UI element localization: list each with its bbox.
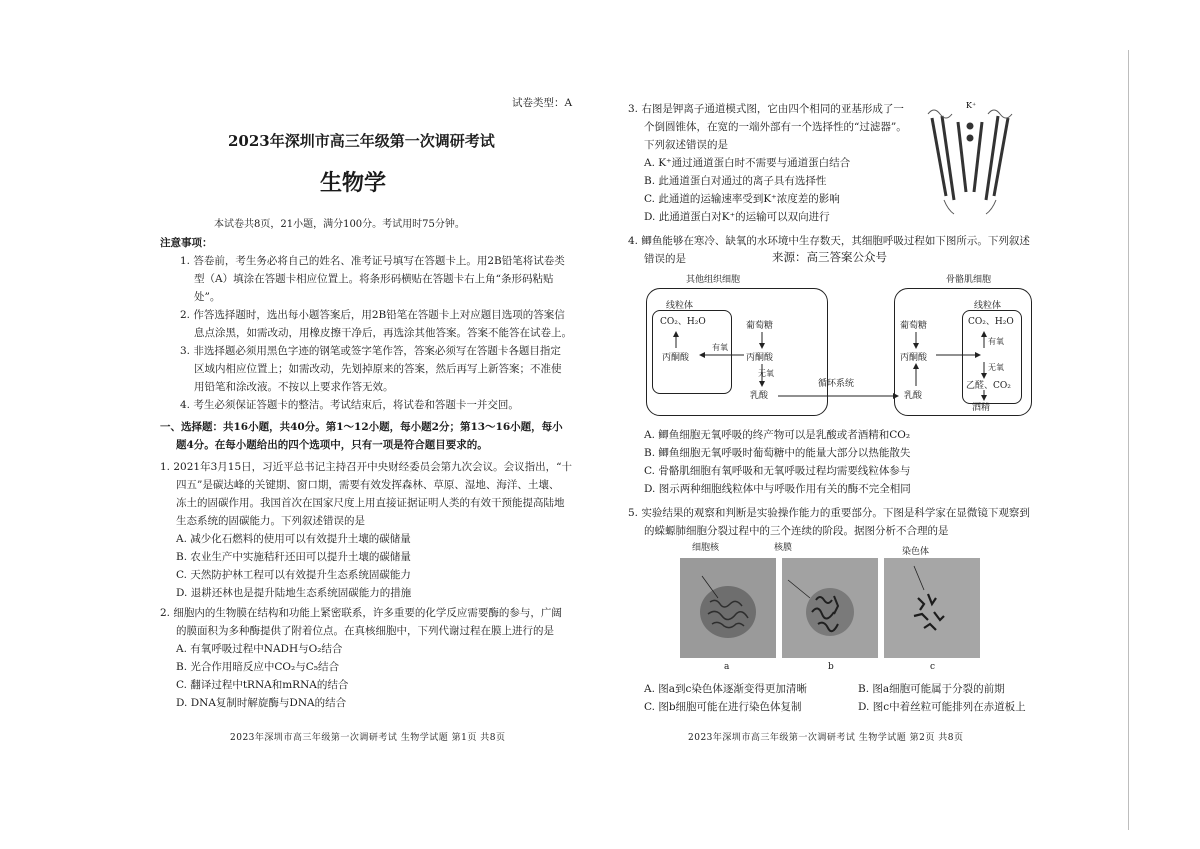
micrograph-b xyxy=(782,558,878,658)
page-right xyxy=(600,0,1200,849)
q4-option-d: D. 图示两种细胞线粒体中与呼吸作用有关的酶不完全相同 xyxy=(644,483,911,495)
micrograph-a xyxy=(680,558,776,658)
q3-stem: 个倒圆锥体，在宽的一端外部有一个选择性的“过滤器”。 xyxy=(644,121,907,133)
q5-option-d: D. 图c中着丝粒可能排列在赤道板上 xyxy=(858,701,1026,713)
k-ion-label: K⁺ xyxy=(966,101,977,110)
notice-line: 1. 答卷前，考生务必将自己的姓名、准考证号填写在答题卡上。用2B铅笔将试卷类 xyxy=(180,255,565,267)
panel-label-a: a xyxy=(724,662,730,672)
q3-option-c: C. 此通道的运输速率受到K⁺浓度差的影响 xyxy=(644,193,840,205)
q1-option-d: D. 退耕还林也是提升陆地生态系统固碳能力的措施 xyxy=(176,587,412,599)
panel-label-c: c xyxy=(930,662,936,672)
q3-stem: 3. 右图是钾离子通道模式图，它由四个相同的亚基形成了一 xyxy=(628,103,904,115)
q5-stem: 5. 实验结果的观察和判断是实验操作能力的重要部分。下图是科学家在显微镜下观察到 xyxy=(628,507,1030,519)
q4-option-a: A. 鲫鱼细胞无氧呼吸的终产物可以是乳酸或者酒精和CO₂ xyxy=(644,429,911,441)
q4-option-c: C. 骨骼肌细胞有氧呼吸和无氧呼吸过程均需要线粒体参与 xyxy=(644,465,911,477)
micrograph-c xyxy=(884,558,980,658)
q1-option-c: C. 天然防护林工程可以有效提升生态系统固碳能力 xyxy=(176,569,411,581)
notice-line: 型（A）填涂在答题卡相应位置上。将条形码横贴在答题卡右上角“条形码粘贴 xyxy=(194,273,554,285)
other-cell-title: 其他组织细胞 xyxy=(686,275,741,285)
anaerobic-left: 无氧 xyxy=(758,369,774,378)
notice-line: 息点涂黑，如需改动，用橡皮擦干净后，再选涂其他答案。答案不能答在试卷上。 xyxy=(194,327,572,339)
notice-title: 注意事项： xyxy=(160,237,213,249)
page-footer: 2023年深圳市高三年级第一次调研考试 生物学试题 第1页 共8页 xyxy=(230,733,506,743)
mito-label-right: 线粒体 xyxy=(974,301,1002,311)
page-footer: 2023年深圳市高三年级第一次调研考试 生物学试题 第2页 共8页 xyxy=(688,733,964,743)
q5-option-b: B. 图a细胞可能属于分裂的前期 xyxy=(858,683,1005,695)
notice-line: 区域内相应位置上；如需改动，先划掉原来的答案，然后再写上新答案；不准使 xyxy=(194,363,562,375)
nuclear-envelope-label: 核膜 xyxy=(774,543,793,553)
ethanol: 酒精 xyxy=(972,403,991,413)
scan-edge-line xyxy=(1128,50,1129,830)
notice-line: 处”。 xyxy=(194,291,221,303)
notice-line: 用铅笔和涂改液。不按以上要求作答无效。 xyxy=(194,381,394,393)
q2-option-a: A. 有氧呼吸过程中NADH与O₂结合 xyxy=(176,643,343,655)
lactate-left: 乳酸 xyxy=(750,391,769,401)
exam-title: 2023年深圳市高三年级第一次调研考试 xyxy=(228,132,495,150)
q5-option-a: A. 图a到c染色体逐渐变得更加清晰 xyxy=(644,683,807,695)
q1-stem: 1. 2021年3月15日，习近平总书记主持召开中央财经委员会第九次会议。会议指出，“十 xyxy=(160,461,572,473)
q1-stem: 冻土的固碳作用。我国首次在国家尺度上用直接证据证明人类的有效干预能提高陆地 xyxy=(176,497,565,509)
q1-option-b: B. 农业生产中实施秸秆还田可以提升土壤的碳储量 xyxy=(176,551,411,563)
subject-title: 生物学 xyxy=(320,170,387,196)
section-title: 一、选择题：共16小题，共40分。第1～12小题，每小题2分；第13～16小题，每小 xyxy=(160,421,563,433)
q2-option-d: D. DNA复制时解旋酶与DNA的结合 xyxy=(176,697,347,709)
q3-option-b: B. 此通道蛋白对通过的离子具有选择性 xyxy=(644,175,827,187)
section-title-cont: 题4分。在每小题给出的四个选项中，只有一项是符合题目要求的。 xyxy=(176,439,488,451)
q2-stem: 2. 细胞内的生物膜在结构和功能上紧密联系，许多重要的化学反应需要酶的参与，广阔 xyxy=(160,607,562,619)
q1-option-a: A. 减少化石燃料的使用可以有效提升土壤的碳储量 xyxy=(176,533,411,545)
source-watermark: 来源：高三答案公众号 xyxy=(772,250,887,264)
q2-stem: 的膜面积为多种酶提供了附着位点。在真核细胞中，下列代谢过程在膜上进行的是 xyxy=(176,625,554,637)
muscle-cell-title: 骨骼肌细胞 xyxy=(946,275,992,285)
q4-stem: 4. 鲫鱼能够在寒冷、缺氧的水环境中生存数天，其细胞呼吸过程如下图所示。下列叙述 xyxy=(628,235,1030,247)
aerobic-left: 有氧 xyxy=(712,343,728,352)
pyruvate-left: 丙酮酸 xyxy=(746,353,774,363)
notice-line: 2. 作答选择题时，选出每小题答案后，用2B铅笔在答题卡上对应题目选项的答案信 xyxy=(180,309,565,321)
co2-h2o-right: CO₂、H₂O xyxy=(968,317,1014,327)
lactate-right: 乳酸 xyxy=(904,391,923,401)
q3-option-d: D. 此通道蛋白对K⁺的运输可以双向进行 xyxy=(644,211,830,223)
co2-h2o-left: CO₂、H₂O xyxy=(660,317,706,327)
panel-label-b: b xyxy=(828,662,834,672)
q2-option-b: B. 光合作用暗反应中CO₂与C₅结合 xyxy=(176,661,339,673)
glucose-right: 葡萄糖 xyxy=(900,321,928,331)
exam-info: 本试卷共8页，21小题，满分100分。考试用时75分钟。 xyxy=(214,219,465,230)
circulation-label: 循环系统 xyxy=(818,379,855,389)
chromosome-label: 染色体 xyxy=(902,547,930,557)
potassium-channel-figure xyxy=(922,96,1018,220)
q3-stem: 下列叙述错误的是 xyxy=(644,139,728,151)
anaerobic-right: 无氧 xyxy=(988,363,1004,372)
q1-stem: 四五”是碳达峰的关键期、窗口期，需要有效发挥森林、草原、湿地、海洋、土壤、 xyxy=(176,479,560,491)
glucose-left: 葡萄糖 xyxy=(746,321,774,331)
q1-stem: 生态系统的固碳能力。下列叙述错误的是 xyxy=(176,515,365,527)
aerobic-right: 有氧 xyxy=(988,337,1004,346)
q4-option-b: B. 鲫鱼细胞无氧呼吸时葡萄糖中的能量大部分以热能散失 xyxy=(644,447,911,459)
paper-type: 试卷类型：A xyxy=(512,97,573,109)
nucleus-label: 细胞核 xyxy=(692,543,720,553)
q4-stem: 错误的是 xyxy=(644,253,686,265)
q5-stem: 的蝾螈肺细胞分裂过程中的三个连续的阶段。据图分析不合理的是 xyxy=(644,525,949,537)
acetaldehyde-co2: 乙醛、CO₂ xyxy=(966,381,1011,391)
pyruvate-left-mito: 丙酮酸 xyxy=(662,353,690,363)
diagram-arrows xyxy=(640,286,1040,418)
q5-option-c: C. 图b细胞可能在进行染色体复制 xyxy=(644,701,802,713)
q3-option-a: A. K⁺通过通道蛋白时不需要与通道蛋白结合 xyxy=(644,157,851,169)
notice-line: 4. 考生必须保证答题卡的整洁。考试结束后，将试卷和答题卡一并交回。 xyxy=(180,399,519,411)
pyruvate-right: 丙酮酸 xyxy=(900,353,928,363)
notice-line: 3. 非选择题必须用黑色字迹的钢笔或签字笔作答，答案必须写在答题卡各题目指定 xyxy=(180,345,561,357)
mito-label-left: 线粒体 xyxy=(666,301,694,311)
q2-option-c: C. 翻译过程中tRNA和mRNA的结合 xyxy=(176,679,349,691)
